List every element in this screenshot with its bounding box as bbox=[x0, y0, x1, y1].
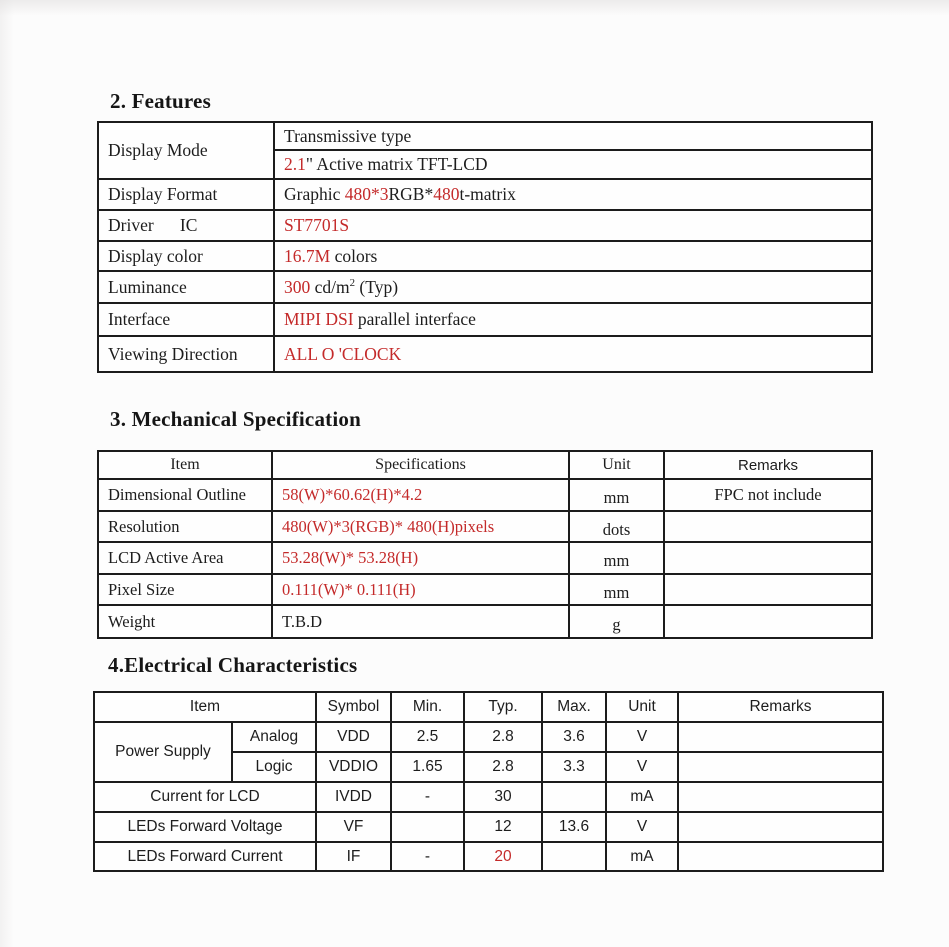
elec-max: 13.6 bbox=[542, 812, 606, 842]
feature-label-display-format: Display Format bbox=[98, 179, 274, 210]
elec-unit: V bbox=[606, 812, 678, 842]
mech-spec: 480(W)*3(RGB)* 480(H)pixels bbox=[272, 511, 569, 542]
elec-item: LEDs Forward Current bbox=[94, 842, 316, 871]
elec-max bbox=[542, 842, 606, 871]
mech-spec: 0.111(W)* 0.111(H) bbox=[272, 574, 569, 605]
elec-symbol: VDDIO bbox=[316, 752, 391, 782]
feature-value-driver-ic: ST7701S bbox=[274, 210, 872, 241]
mech-item: Dimensional Outline bbox=[98, 479, 272, 511]
elec-typ: 12 bbox=[464, 812, 542, 842]
elec-symbol: IVDD bbox=[316, 782, 391, 812]
elec-header-typ: Typ. bbox=[464, 692, 542, 722]
elec-max: 3.6 bbox=[542, 722, 606, 752]
elec-min: - bbox=[391, 782, 464, 812]
feature-label-driver-ic: Driver IC bbox=[98, 210, 274, 241]
elec-typ: 30 bbox=[464, 782, 542, 812]
mech-remarks bbox=[664, 605, 872, 638]
feature-value-interface: MIPI DSI parallel interface bbox=[274, 303, 872, 336]
elec-header-item: Item bbox=[94, 692, 316, 722]
elec-typ: 2.8 bbox=[464, 722, 542, 752]
elec-header-remarks: Remarks bbox=[678, 692, 883, 722]
elec-symbol: VF bbox=[316, 812, 391, 842]
mech-item: LCD Active Area bbox=[98, 542, 272, 574]
feature-label-interface: Interface bbox=[98, 303, 274, 336]
mech-header-unit: Unit bbox=[569, 451, 664, 479]
elec-typ: 2.8 bbox=[464, 752, 542, 782]
feature-label-display-color: Display color bbox=[98, 241, 274, 271]
elec-min: 1.65 bbox=[391, 752, 464, 782]
elec-item: Current for LCD bbox=[94, 782, 316, 812]
electrical-heading: 4.Electrical Characteristics bbox=[108, 653, 358, 677]
mech-spec: 58(W)*60.62(H)*4.2 bbox=[272, 479, 569, 511]
elec-header-unit: Unit bbox=[606, 692, 678, 722]
mechanical-heading: 3. Mechanical Specification bbox=[110, 407, 361, 431]
elec-remarks bbox=[678, 752, 883, 782]
elec-item-group: Power Supply bbox=[94, 722, 232, 782]
elec-remarks bbox=[678, 782, 883, 812]
feature-label-viewing-direction: Viewing Direction bbox=[98, 336, 274, 372]
feature-value-luminance: 300 $cd/m^2$ (Typ) bbox=[274, 271, 872, 303]
mech-spec: T.B.D bbox=[272, 605, 569, 638]
elec-header-symbol: Symbol bbox=[316, 692, 391, 722]
elec-unit: mA bbox=[606, 782, 678, 812]
electrical-characteristics-table bbox=[93, 691, 884, 872]
mechanical-spec-table bbox=[97, 450, 873, 639]
mech-remarks: FPC not include bbox=[664, 479, 872, 511]
feature-label-display-mode: Display Mode bbox=[98, 122, 274, 179]
mech-item: Weight bbox=[98, 605, 272, 638]
elec-min: 2.5 bbox=[391, 722, 464, 752]
elec-min bbox=[391, 812, 464, 842]
mech-spec: 53.28(W)* 53.28(H) bbox=[272, 542, 569, 574]
elec-header-max: Max. bbox=[542, 692, 606, 722]
elec-max: 3.3 bbox=[542, 752, 606, 782]
mech-remarks bbox=[664, 511, 872, 542]
elec-unit: V bbox=[606, 752, 678, 782]
mech-unit: mm bbox=[569, 574, 664, 605]
elec-max bbox=[542, 782, 606, 812]
feature-value-display-mode-1: Transmissive type bbox=[274, 122, 872, 150]
mech-remarks bbox=[664, 574, 872, 605]
mech-header-item: Item bbox=[98, 451, 272, 479]
mech-unit: dots bbox=[569, 511, 664, 542]
elec-symbol: IF bbox=[316, 842, 391, 871]
elec-symbol: VDD bbox=[316, 722, 391, 752]
mech-unit: mm bbox=[569, 542, 664, 574]
elec-header-min: Min. bbox=[391, 692, 464, 722]
feature-value-display-format: Graphic 480*3RGB*480t-matrix bbox=[274, 179, 872, 210]
feature-value-display-mode-2: 2.1" Active matrix TFT-LCD bbox=[274, 150, 872, 179]
features-heading: 2. Features bbox=[110, 89, 211, 113]
features-table bbox=[97, 121, 873, 373]
elec-unit: V bbox=[606, 722, 678, 752]
elec-item-sub: Logic bbox=[232, 752, 316, 782]
mech-header-remarks: Remarks bbox=[664, 451, 872, 479]
elec-remarks bbox=[678, 722, 883, 752]
mech-item: Pixel Size bbox=[98, 574, 272, 605]
elec-item-sub: Analog bbox=[232, 722, 316, 752]
feature-value-viewing-direction: ALL O 'CLOCK bbox=[274, 336, 872, 372]
mech-remarks bbox=[664, 542, 872, 574]
mech-header-specifications: Specifications bbox=[272, 451, 569, 479]
mech-unit: g bbox=[569, 605, 664, 638]
mech-item: Resolution bbox=[98, 511, 272, 542]
elec-typ: 20 bbox=[464, 842, 542, 871]
elec-unit: mA bbox=[606, 842, 678, 871]
feature-value-display-color: 16.7M colors bbox=[274, 241, 872, 271]
elec-min: - bbox=[391, 842, 464, 871]
elec-remarks bbox=[678, 842, 883, 871]
elec-item: LEDs Forward Voltage bbox=[94, 812, 316, 842]
feature-label-luminance: Luminance bbox=[98, 271, 274, 303]
mech-unit: mm bbox=[569, 479, 664, 511]
elec-remarks bbox=[678, 812, 883, 842]
